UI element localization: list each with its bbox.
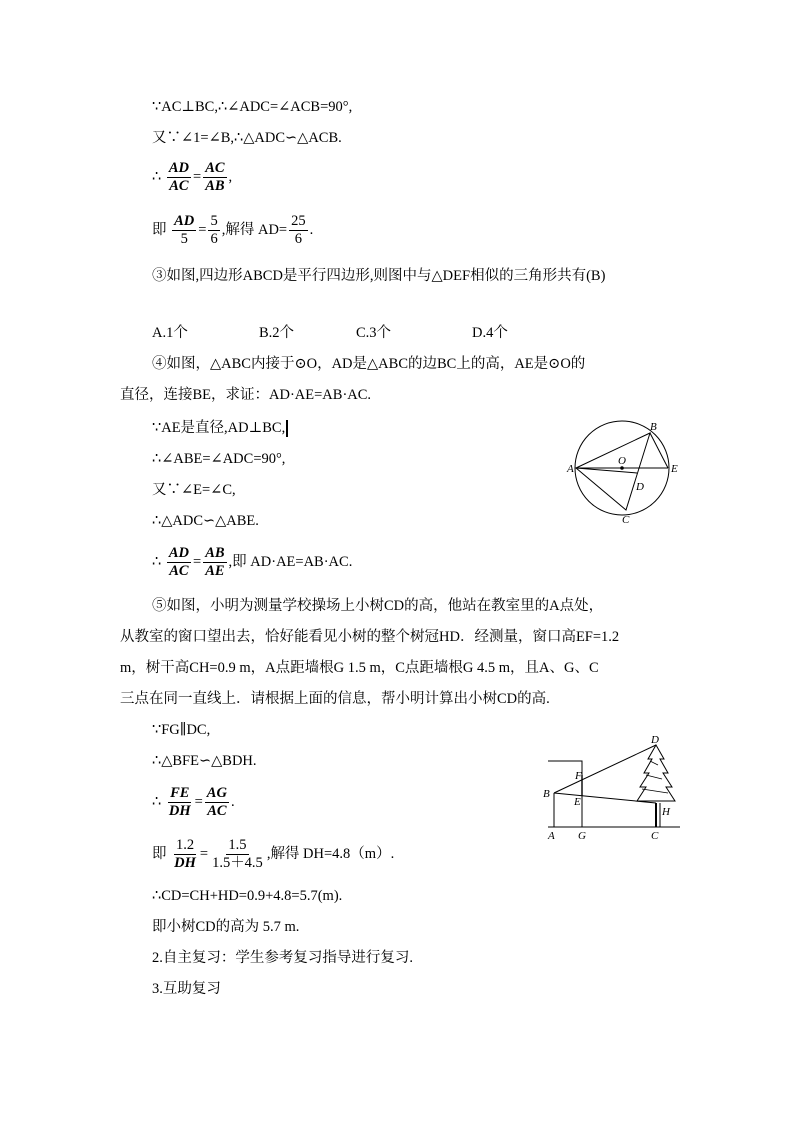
question-5-line-1: ⑤如图，小明为测量学校操场上小树CD的高，他站在教室里的A点处，: [152, 598, 604, 614]
proof-4-line-1: [152, 418, 288, 438]
question-3-option-c: C.3个: [356, 325, 392, 341]
equals-sign: =: [198, 221, 207, 238]
label-c: C: [622, 514, 630, 526]
label-f: F: [575, 770, 582, 782]
label-o: O: [618, 455, 626, 467]
label-c: C: [651, 830, 659, 842]
question-4-line-1: ④如图，△ABC内接于⊙O，AD是△ABC的边BC上的高，AE是⊙O的: [152, 356, 586, 372]
fraction-numerator: 1.5: [228, 837, 247, 853]
label-e: E: [574, 796, 581, 808]
proof-line-4: [152, 213, 313, 248]
fraction-denominator: DH: [168, 803, 191, 819]
question-5-line-3: m，树干高CH=0.9 m，A点距墙根G 1.5 m，C点距墙根G 4.5 m，且A、G、C: [120, 660, 599, 676]
fraction-denominator: AC: [169, 563, 189, 579]
altitude-ad: [576, 468, 637, 473]
question-5-line-2: 从教室的窗口望出去，恰好能看见小树的整个树冠HD．经测量，窗口高EF=1.2: [120, 629, 620, 645]
label-d: D: [651, 735, 659, 746]
label-h: H: [662, 806, 670, 818]
label-a: A: [548, 830, 555, 842]
text-cursor: [286, 420, 288, 437]
fraction-denominator: 5: [180, 231, 188, 247]
label-g: G: [578, 830, 586, 842]
proof-5-line-4: [152, 837, 394, 872]
question-4-line-2: 直径，连接BE，求证：AD·AE=AB·AC.: [120, 387, 372, 403]
therefore-symbol: ∴: [152, 793, 162, 810]
fraction-numerator: AD: [168, 160, 190, 176]
proof-5-line-5: ∴CD=CH+HD=0.9+4.8=5.7(m).: [152, 888, 343, 904]
fraction-ad-ac: [167, 160, 191, 195]
fraction-numerator: 25: [291, 213, 306, 229]
fraction-numerator: AG: [206, 785, 227, 801]
therefore-symbol: ∴: [152, 168, 162, 185]
fraction-1.2-dh: [172, 837, 198, 872]
equals-sign: =: [194, 793, 203, 810]
proof-4-line-5: [152, 545, 352, 580]
fraction-denominator: 6: [210, 231, 218, 247]
label-e: E: [671, 463, 678, 475]
therefore-symbol: ∴: [152, 553, 162, 570]
circle-figure: [566, 420, 684, 528]
line-middle: ,解得 AD=: [221, 221, 288, 238]
fraction-ad-ac: [167, 545, 191, 580]
fraction-numerator: AC: [205, 160, 225, 176]
question-3-option-d: D.4个: [472, 325, 508, 341]
label-d: D: [636, 481, 644, 493]
fraction-numerator: AD: [174, 213, 195, 229]
proof-line-1: ∵AC⊥BC,∴∠ADC=∠ACB=90°,: [152, 99, 353, 115]
question-3: ③如图,四边形ABCD是平行四边形,则图中与△DEF相似的三角形共有(B): [152, 268, 606, 284]
fraction-ab-ae: [203, 545, 226, 580]
tree-window-figure: [540, 735, 690, 845]
fraction-denominator: 6: [294, 231, 302, 247]
proof-4-line-1-text: ∵AE是直径,AD⊥BC,: [152, 420, 286, 436]
line-suffix: ,即 AD·AE=AB·AC.: [228, 553, 353, 570]
proof-line-2: 又∵∠1=∠B,∴△ADC∽△ACB.: [152, 130, 342, 146]
fraction-denominator: AC: [169, 178, 189, 194]
fraction-ac-ab: [203, 160, 226, 195]
label-a: A: [567, 463, 574, 475]
line-prefix: 即: [152, 221, 167, 238]
fraction-denominator: AE: [205, 563, 225, 579]
question-3-option-a: A.1个: [152, 325, 188, 341]
proof-5-line-3: [152, 785, 235, 820]
line-suffix: ,: [228, 168, 233, 185]
fraction-25-6: [289, 213, 308, 248]
proof-line-3: [152, 160, 232, 195]
proof-5-line-2: ∴△BFE∽△BDH.: [152, 753, 257, 769]
fraction-denominator: 1.5＋4.5: [212, 855, 263, 871]
proof-4-line-4: ∴△ADC∽△ABE.: [152, 513, 259, 529]
line-suffix: .: [309, 221, 314, 238]
proof-4-line-2: ∴∠ABE=∠ADC=90°,: [152, 451, 286, 467]
proof-5-line-1: ∵FG∥DC,: [152, 722, 211, 738]
fraction-5-6: [208, 213, 219, 248]
proof-5-line-6: 即小树CD的高为 5.7 m.: [152, 919, 300, 935]
fraction-numerator: AB: [205, 545, 225, 561]
equals-sign: =: [199, 845, 209, 862]
fraction-numerator: 5: [210, 213, 218, 229]
step-2: 2.自主复习：学生参考复习指导进行复习.: [152, 950, 413, 966]
fraction-denominator: AC: [207, 803, 227, 819]
line-suffix: ,解得 DH=4.8（m）.: [266, 845, 395, 862]
question-3-option-b: B.2个: [259, 325, 295, 341]
fraction-numerator: FE: [170, 785, 190, 801]
question-5-line-4: 三点在同一直线上．请根据上面的信息，帮小明计算出小树CD的高.: [120, 691, 550, 707]
line-suffix: .: [230, 793, 235, 810]
proof-4-line-3: 又∵∠E=∠C,: [152, 482, 236, 498]
tree-crown: [637, 745, 675, 801]
fraction-denominator: DH: [174, 855, 196, 871]
equals-sign: =: [193, 168, 202, 185]
fraction-1.5-sum: [210, 837, 265, 872]
step-3: 3.互助复习: [152, 981, 221, 997]
line-prefix: 即: [152, 845, 167, 862]
label-b: B: [650, 421, 657, 433]
fraction-numerator: AD: [168, 545, 190, 561]
equals-sign: =: [193, 553, 202, 570]
fraction-ag-ac: [205, 785, 229, 820]
fraction-fe-dh: [167, 785, 193, 820]
fraction-numerator: 1.2: [175, 837, 195, 853]
fraction-ad-5: [172, 213, 196, 248]
label-b: B: [543, 788, 550, 800]
fraction-denominator: AB: [205, 178, 225, 194]
